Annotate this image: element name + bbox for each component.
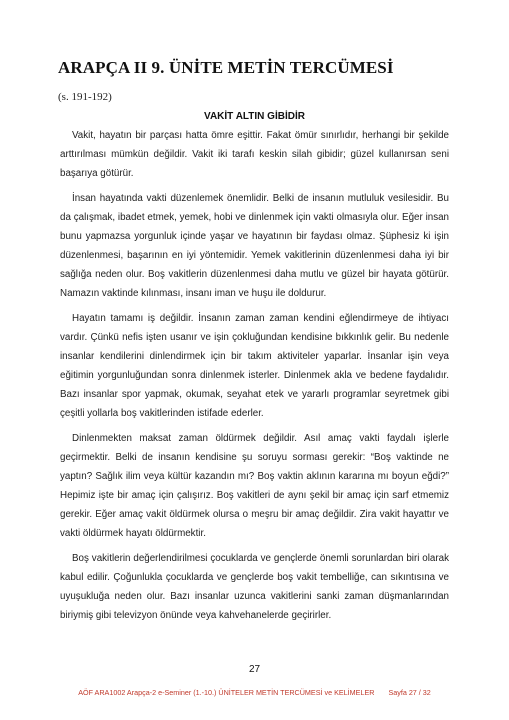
section-heading: VAKİT ALTIN GİBİDİR bbox=[204, 111, 305, 122]
page-number: 27 bbox=[248, 664, 261, 675]
paragraph-4: Dinlenmekten maksat zaman öldürmek değildir. Asıl amaç vakti faydalı işlerle geçirmektir. Belki de insanın kendisine şu soruyu sorması gerekir: “Boş vaktinde ne yaptın? Sağlık ilim veya kültür kazandın mı? Boş vaktin aklının kararına mı boyun eğdi?” Hepimiz işte bir amaç için çalışırız. Boş vakitleri de aynı şekil bir amaç için sarf etmemiz gerekir. Eğer amaç vakit öldürmek olursa o meşru bir amaç değildir. Zira vakit hayattır ve vakti öldürmek hayatı öldürmektir. bbox=[60, 433, 449, 539]
page-range: (s. 191-192) bbox=[58, 91, 112, 103]
paragraph-1: Vakit, hayatın bir parçası hatta ömre eşittir. Fakat ömür sınırlıdır, herhangi bir şekilde arttırılması mümkün değildir. Vakit iki tarafı keskin silah gibidir; güzel kullanırsan seni başarıya götürür. bbox=[60, 130, 449, 179]
paragraph-2: İnsan hayatında vakti düzenlemek önemlidir. Belki de insanın mutluluk vesilesidir. Bu da çalışmak, ibadet etmek, yemek, hobi ve dinlenmek için vakti olmasıyla olur. Eğer insan bunu yapmazsa yorgunluk içinde yaşar ve hayatının bir faydası olmaz. Şüphesiz ki işin düzenlenmesi, başarının en iyi yöntemidir. Yemek vakitlerinin düzenlenmesi daha iyi bir sağlığa neden olur. Boş vakitlerin düzenlenmesi daha mutlu ve güzel bir hayata götürür. Namazın vaktinde kılınması, insanı iman ve huşu ile doldurur. bbox=[60, 193, 449, 299]
body-text bbox=[60, 126, 449, 631]
document-title: ARAPÇA II 9. ÜNİTE METİN TERCÜMESİ bbox=[58, 58, 394, 77]
footer-page-indicator: Sayfa 27 / 32 bbox=[388, 688, 431, 697]
paragraph-5: Boş vakitlerin değerlendirilmesi çocuklarda ve gençlerde önemli sorunlardan biri olarak kabul edilir. Çoğunlukla çocuklarda ve gençlerde boş vakit tembelliğe, can sıkıntısına ve uyuşukluğa neden olur. Bazı insanlar uzunca vakitlerini sanki zaman düşmanlarından biriymiş gibi televizyon önünde veya kahvehanelerde geçirirler. bbox=[60, 553, 449, 621]
page-footer bbox=[0, 688, 509, 697]
footer-course-title: AÖF ARA1002 Arapça-2 e-Seminer (1.-10.) ÜNİTELER METİN TERCÜMESİ ve KELİMELER bbox=[78, 688, 375, 697]
paragraph-3: Hayatın tamamı iş değildir. İnsanın zaman zaman kendini eğlendirmeye de ihtiyacı vardır. Çünkü nefis işten usanır ve işin çokluğundan kendisine bıkkınlık gelir. Bu nedenle insanlar kendilerini dinlendirmek için bir takım aktiviteler yaparlar. İnsanlar işin veya eğitimin yorgunluğundan sonra dinlenmek isterler. Dinlenmek akla ve bedene faydalıdır. Bazı insanlar spor yapmak, okumak, seyahat etek ve yararlı programlar seyretmek gibi çeşitli yollarla boş vakitlerinden istifade ederler. bbox=[60, 313, 449, 419]
